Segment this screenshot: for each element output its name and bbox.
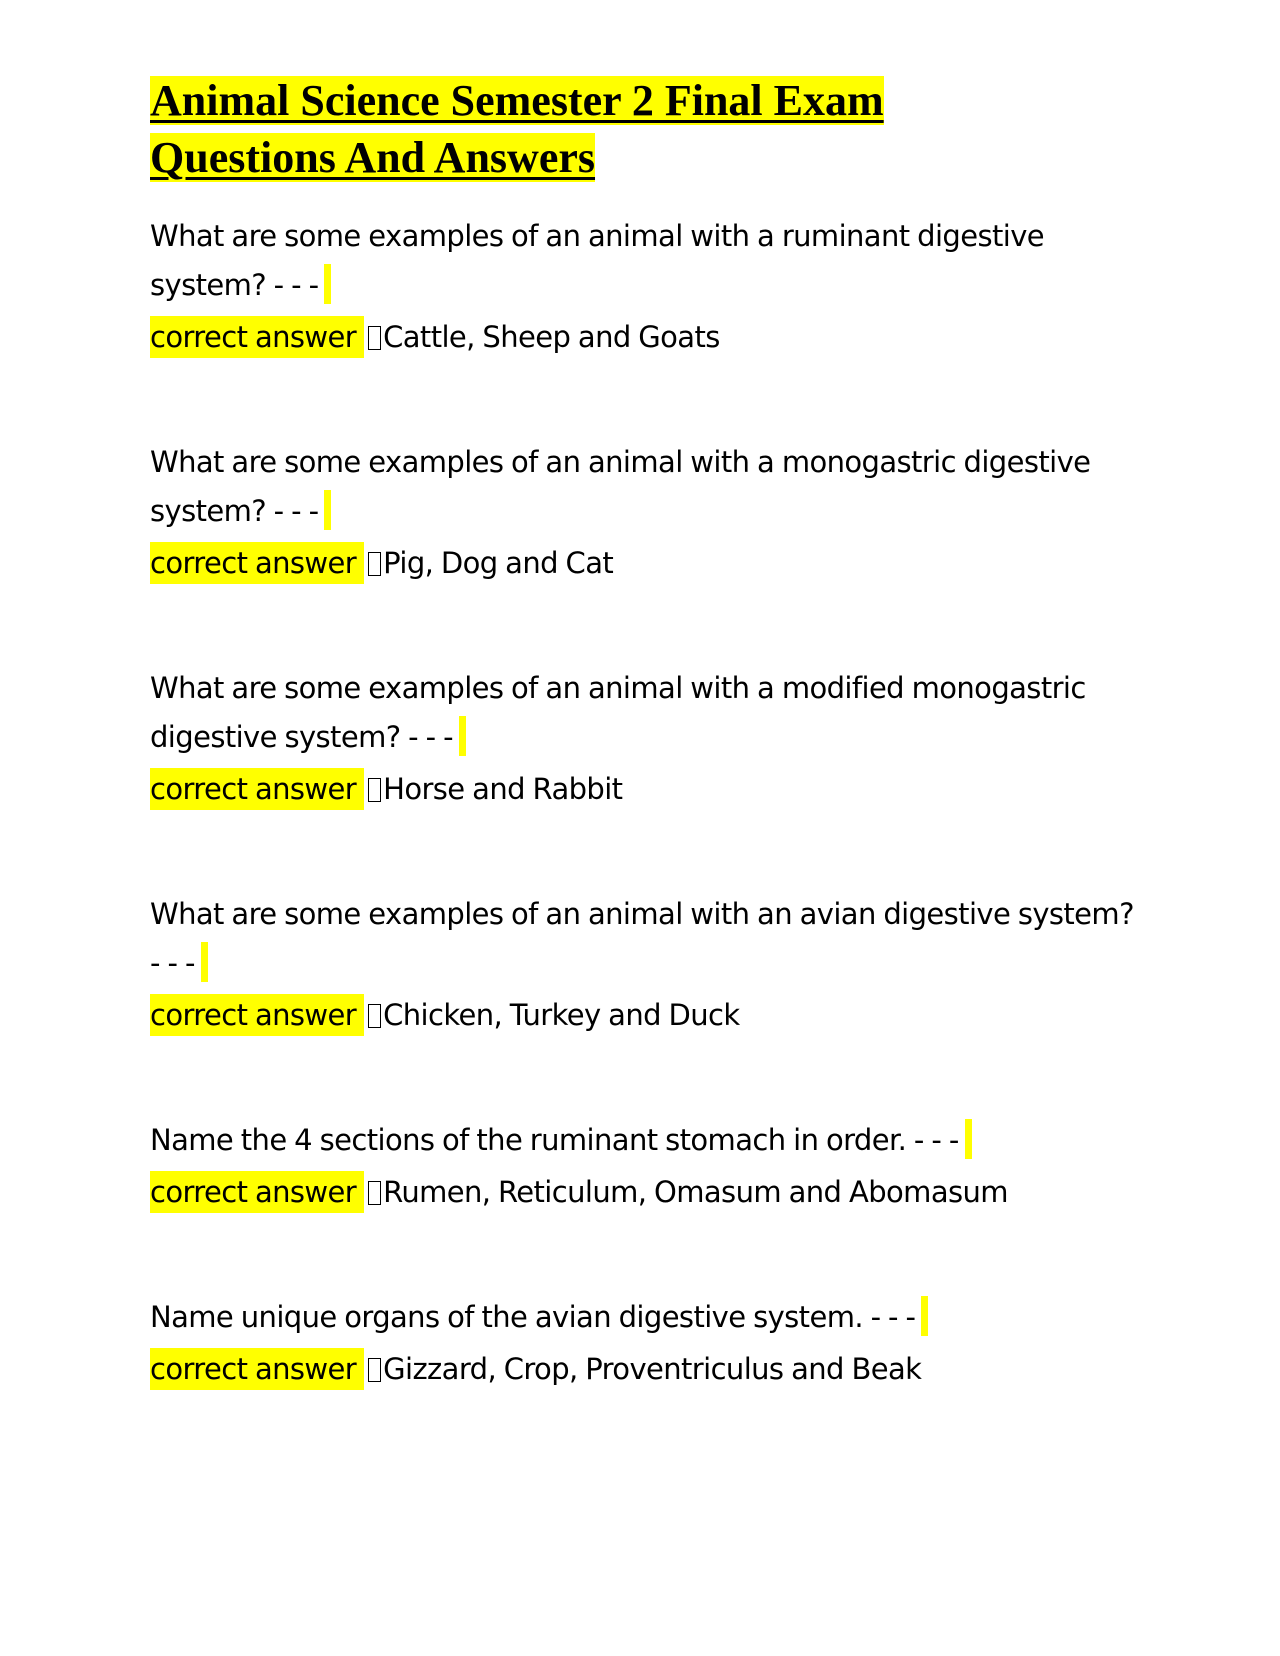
- document-title: [150, 72, 1140, 186]
- missing-glyph-icon: [368, 326, 381, 350]
- qa-item: [150, 438, 1140, 584]
- answer-label: correct answer: [150, 994, 364, 1036]
- highlight-mark: [201, 942, 208, 982]
- answer-label: correct answer: [150, 768, 364, 810]
- missing-glyph-icon: [368, 778, 381, 802]
- answer-text: Pig, Dog and Cat: [383, 546, 614, 580]
- answer-label: correct answer: [150, 1348, 364, 1390]
- question-text: What are some examples of an animal with an avian digestive system? - - -: [150, 897, 1134, 980]
- answer-line: [150, 316, 1140, 358]
- answer-text: Chicken, Turkey and Duck: [383, 998, 740, 1032]
- answer-line: [150, 542, 1140, 584]
- answer-text: Horse and Rabbit: [383, 772, 623, 806]
- answer-line: [150, 994, 1140, 1036]
- missing-glyph-icon: [368, 552, 381, 576]
- highlight-mark: [324, 490, 331, 530]
- answer-label: correct answer: [150, 316, 364, 358]
- answer-line: [150, 1348, 1140, 1390]
- answer-text: Cattle, Sheep and Goats: [383, 320, 720, 354]
- answer-text: Rumen, Reticulum, Omasum and Abomasum: [383, 1175, 1008, 1209]
- title-line-1: Animal Science Semester 2 Final Exam: [150, 76, 884, 125]
- question-text: What are some examples of an animal with a ruminant digestive system? - - -: [150, 219, 1045, 302]
- document-content: [150, 72, 1140, 1390]
- question-text: What are some examples of an animal with a monogastric digestive system? - - -: [150, 445, 1091, 528]
- highlight-mark: [459, 716, 466, 756]
- answer-label: correct answer: [150, 542, 364, 584]
- qa-item: [150, 212, 1140, 358]
- answer-text: Gizzard, Crop, Proventriculus and Beak: [383, 1352, 922, 1386]
- title-line-2: Questions And Answers: [150, 133, 596, 182]
- missing-glyph-icon: [368, 1004, 381, 1028]
- missing-glyph-icon: [368, 1358, 381, 1382]
- qa-item: [150, 664, 1140, 810]
- highlight-mark: [921, 1296, 928, 1336]
- question-text: Name the 4 sections of the ruminant stomach in order. - - -: [150, 1116, 1140, 1165]
- qa-item: [150, 1116, 1140, 1213]
- question-text: Name unique organs of the avian digestive system. - - -: [150, 1293, 1140, 1342]
- highlight-mark: [324, 264, 331, 304]
- qa-list: [150, 212, 1140, 1390]
- qa-item: [150, 1293, 1140, 1390]
- qa-item: [150, 890, 1140, 1036]
- missing-glyph-icon: [368, 1181, 381, 1205]
- highlight-mark: [965, 1119, 972, 1159]
- question-text: What are some examples of an animal with a modified monogastric digestive system? - - -: [150, 671, 1086, 754]
- answer-line: [150, 768, 1140, 810]
- answer-label: correct answer: [150, 1171, 364, 1213]
- answer-line: [150, 1171, 1140, 1213]
